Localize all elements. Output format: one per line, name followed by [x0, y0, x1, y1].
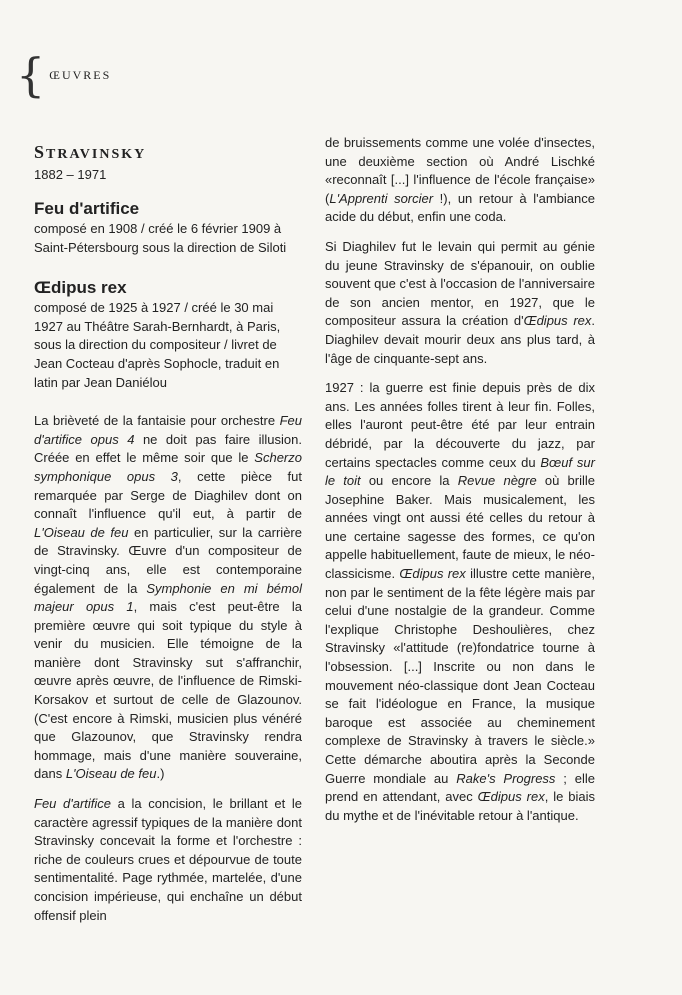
paragraph: de bruissements comme une volée d'insectes, une deuxième section où André Lischké «reconnaît [...] l'influence de l'école française» (L'Apprenti sorcier !), un retour à l'ambiance acide du début, enfin une coda.	[325, 135, 595, 225]
brace-ornament-icon: {	[16, 48, 46, 102]
section-header	[16, 50, 111, 100]
work-title-feu: Feu d'artifice	[34, 199, 140, 218]
paragraph: Si Diaghilev fut le levain qui permit au génie du jeune Stravinsky de s'épanouir, on oublie souvent que c'est à l'occasion de l'anniversaire de son ancien mentor, en 1927, que le compositeur assura la création d'Œdipus rex. Diaghilev devait mourir deux ans plus tard, à l'âge de cinquante-sept ans.	[325, 238, 596, 366]
work-title-oedipus: Œdipus rex	[34, 278, 127, 298]
section-title: ŒUVRES	[49, 67, 112, 82]
paragraph: Feu d'artifice a la concision, le brillant et le caractère agressif typiques de la manière dont Stravinsky concevait la forme et l'orchestre : riche de couleurs crues et dépourvue de toute sentimentalité. Page rythmée, martelée, d'une concision impérieuse, qui enchaîne un début offensif plein	[34, 796, 303, 923]
work-info-oedipus: composé de 1925 à 1927 / créé le 30 mai 1927 au Théâtre Sarah-Bernhardt, à Paris, sous la direction du compositeur / livret de Jean Cocteau d'après Sophocle, traduit en latin par Jean Daniélou	[34, 300, 281, 390]
composer-dates: 1882 – 1971	[34, 167, 107, 182]
work-info-feu: composé en 1908 / créé le 6 février 1909 à Saint-Pétersbourg sous la direction de Siloti	[34, 221, 287, 255]
paragraph: 1927 : la guerre est finie depuis près de dix ans. Les années folles tirent à leur fin. Folles, elles l'auront peut-être été par leur entrain débridé, par la découverte du jazz, par certains spectacles comme ceux du Bœuf sur le toit ou encore la Revue nègre où brille Josephine Baker. Mais musicalement, les années vingt ont aussi été celles du retour à une certaine sagesse des formes, ce qu'on appelle habituellement, faute de mieux, le néo-classicisme. Œdipus rex illustre cette manière, non par le sentiment de la fête légère mais par celui d'une nostalgie de la grandeur. Comme l'explique Christophe Deshoulières, chez Stravinsky «l'attitude (re)fondatrice tourne à l'obsession. [...] Inscrite ou non dans le mouvement néo-classique dont Jean Cocteau se fait l'idéologue en France, la musique baroque est associée au cheminement complexe de Stravinsky à travers le siècle.» Cette démarche aboutira après la Seconde Guerre mondiale au Rake's Progress ; elle prend en attendant, avec Œdipus rex, le biais du mythe et de l'inévitable retour à l'antique.	[325, 380, 595, 823]
left-column	[34, 141, 302, 936]
composer-name: STRAVINSKY	[34, 142, 147, 162]
right-column	[325, 134, 595, 836]
paragraph: La brièveté de la fantaisie pour orchestre Feu d'artifice opus 4 ne doit pas faire illusion. Créée en effet le même soir que le Scherzo symphonique opus 3, cette pièce fut remarquée par Serge de Diaghilev dont on connaît l'influence qu'il eut, à partir de L'Oiseau de feu en particulier, sur la carrière de Stravinsky. Œuvre d'un compositeur de vingt-cinq ans, elle est contemporaine également de la Symphonie en mi bémol majeur opus 1, mais c'est peut-être la première œuvre qui soit typique du style à venir du musicien. Elle témoigne de la manière dont Stravinsky sut s'affranchir, œuvre après œuvre, de l'influence de Rimski-Korsakov et surtout de celle de Glazounov. (C'est encore à Rimski, musicien plus vénéré que Glazounov, que Stravinsky rendra hommage, mais d'une manière souveraine, dans L'Oiseau de feu.)	[34, 413, 302, 782]
